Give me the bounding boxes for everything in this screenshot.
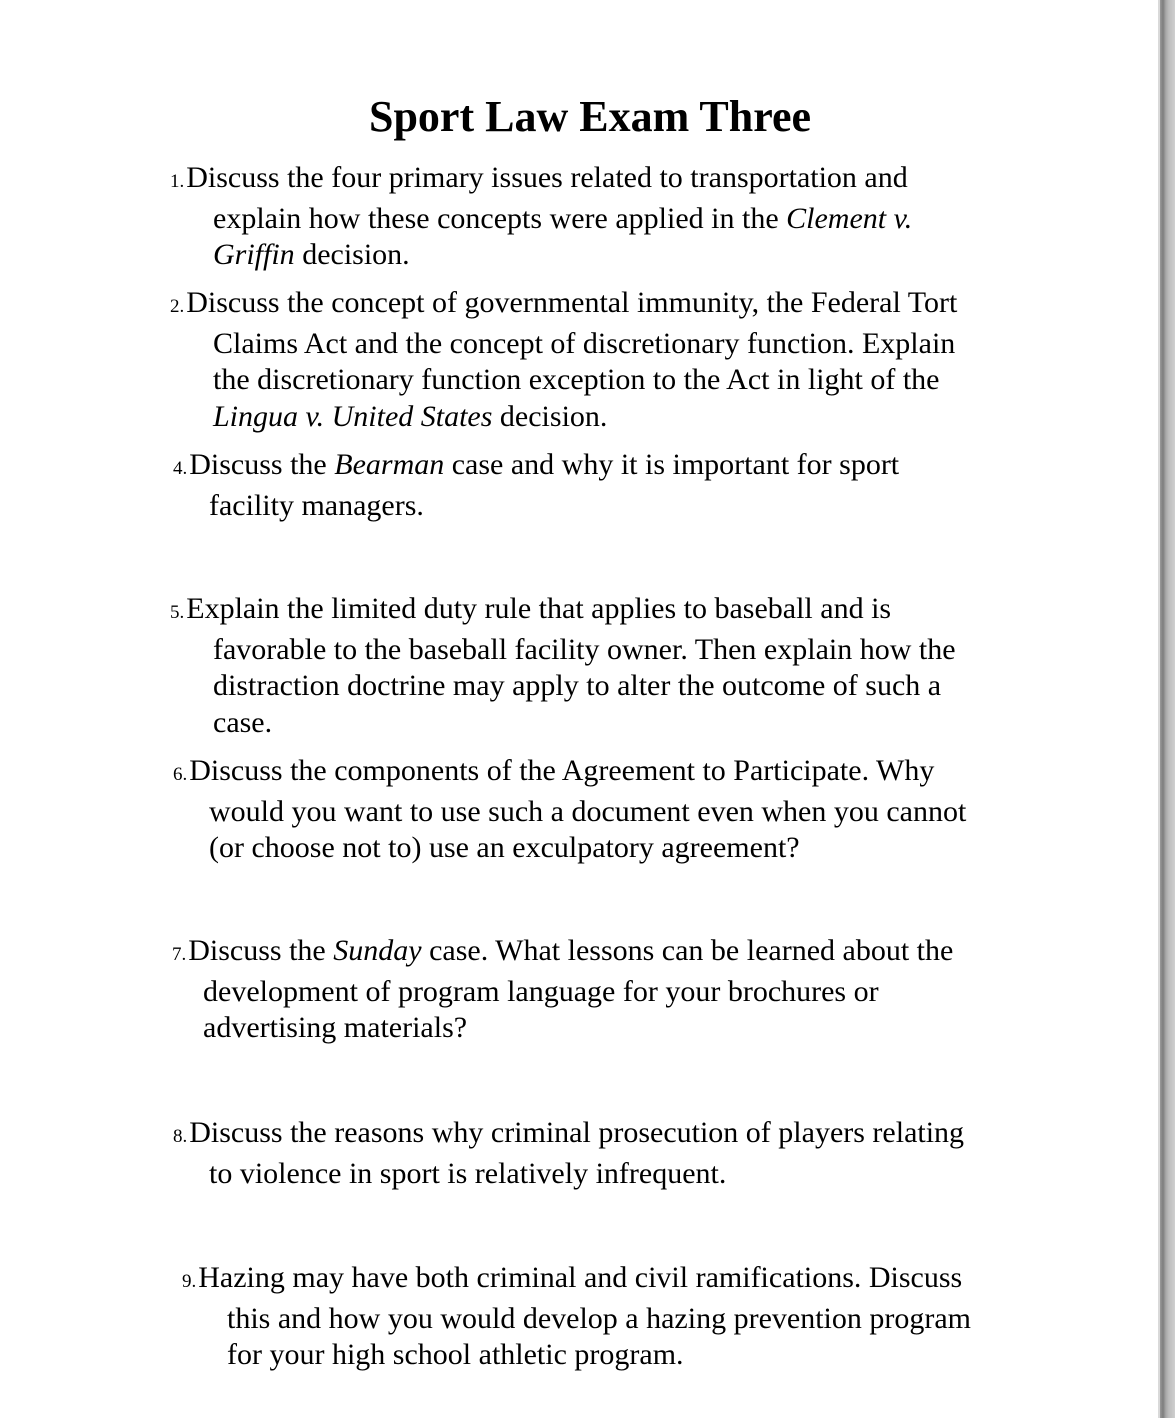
question-number: 4.	[173, 458, 188, 479]
question-text: for your high school athletic program.	[227, 1338, 684, 1371]
question-text: case.	[213, 705, 273, 739]
question-text: (or choose not to) use an exculpatory agreement?	[209, 831, 800, 864]
question-number: 7.	[172, 944, 187, 965]
question-text: would you want to use such a document even when you cannot	[209, 794, 967, 828]
case-name: Lingua v. United States	[213, 399, 493, 433]
case-name: Clement v.	[786, 201, 913, 235]
question-7	[172, 933, 953, 1047]
question-text: Discuss the concept of governmental immunity, the Federal Tort	[186, 286, 958, 319]
question-text: advertising materials?	[203, 1011, 468, 1044]
question-text: Discuss the	[188, 934, 334, 967]
question-9	[182, 1260, 971, 1374]
question-text: Explain the limited duty rule that applies to baseball and is	[186, 592, 892, 625]
question-4	[173, 447, 899, 524]
question-number: 2.	[170, 296, 185, 317]
question-text: the discretionary function exception to the Act in light of the	[213, 363, 940, 396]
question-text: decision.	[302, 238, 410, 271]
question-8	[173, 1115, 964, 1192]
case-name: Sunday	[333, 934, 422, 967]
question-number: 9.	[182, 1271, 197, 1292]
question-text: development of program language for your brochures or	[203, 974, 879, 1008]
question-text: case and why it is important for sport	[444, 448, 900, 481]
question-number: 5.	[170, 602, 185, 623]
question-text: facility managers.	[209, 488, 424, 522]
question-5	[170, 591, 956, 741]
question-text: Discuss the reasons why criminal prosecution of players relating	[189, 1116, 965, 1149]
page-title: Sport Law Exam Three	[368, 92, 812, 141]
question-text: Claims Act and the concept of discretionary function. Explain	[213, 326, 956, 360]
page-edge-shadow	[1160, 0, 1175, 1418]
case-name: Bearman	[334, 448, 445, 481]
question-text: Discuss the four primary issues related to transportation and	[186, 161, 908, 194]
question-text: this and how you would develop a hazing prevention program	[227, 1301, 971, 1335]
question-text: favorable to the baseball facility owner. Then explain how the	[213, 632, 956, 666]
question-text: Discuss the	[189, 448, 335, 481]
question-2	[170, 285, 957, 435]
question-number: 8.	[173, 1126, 188, 1147]
question-1	[170, 160, 912, 274]
question-text: decision.	[492, 399, 608, 433]
case-name: Griffin	[213, 238, 295, 271]
question-text: case. What lessons can be learned about the	[421, 934, 954, 967]
question-text: to violence in sport is relatively infrequent.	[209, 1156, 727, 1190]
question-6	[173, 753, 966, 867]
question-text: Discuss the components of the Agreement to Participate. Why	[189, 754, 935, 787]
question-number: 6.	[173, 764, 188, 785]
question-number: 1.	[170, 171, 185, 192]
question-text: Hazing may have both criminal and civil ramifications. Discuss	[198, 1261, 963, 1294]
question-text: distraction doctrine may apply to alter the outcome of such a	[213, 669, 942, 702]
question-text: explain how these concepts were applied in the	[213, 201, 787, 235]
